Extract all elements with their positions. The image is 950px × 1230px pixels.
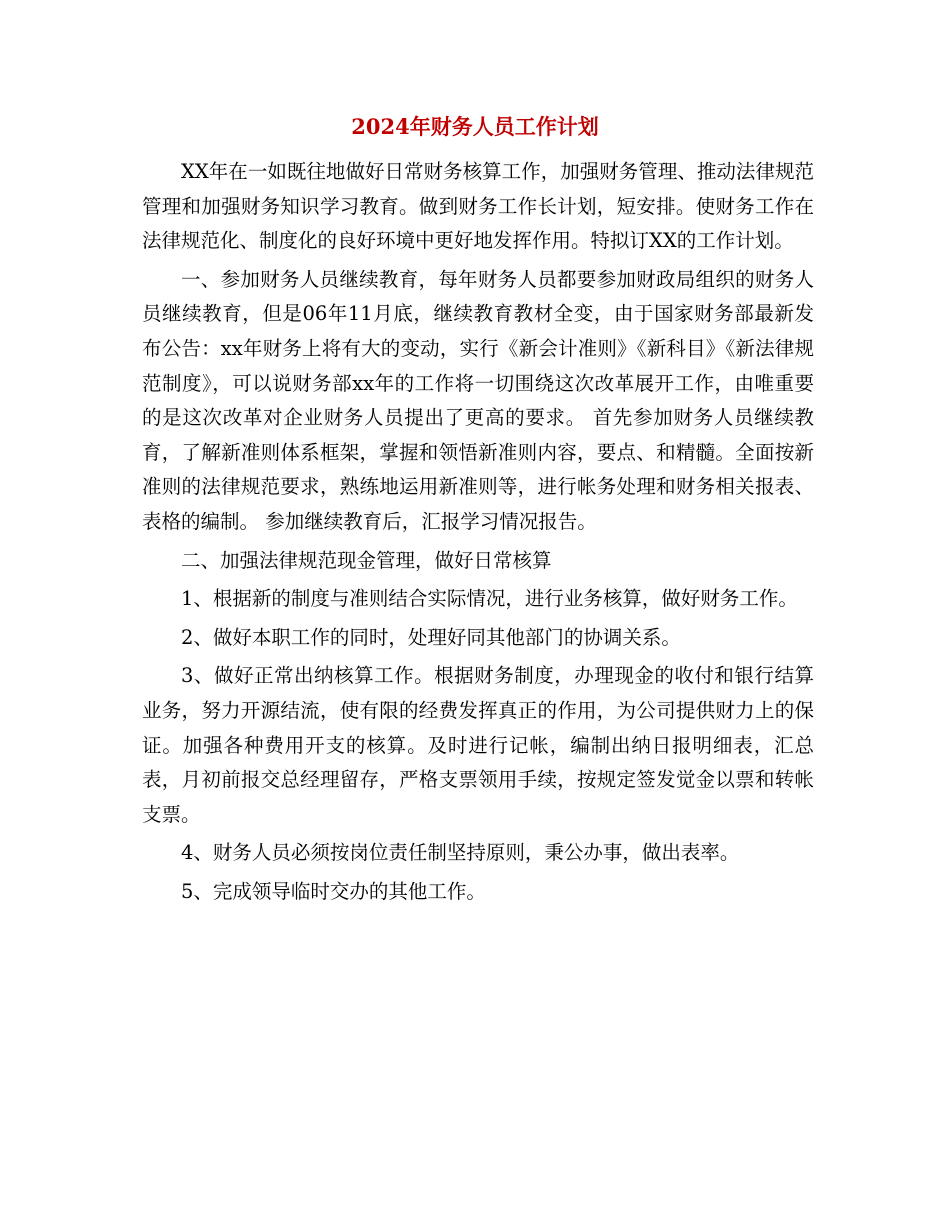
paragraph-item-5: 5、完成领导临时交办的其他工作。 [181,879,486,903]
paragraph-intro: XX年在一如既往地做好日常财务核算工作，加强财务管理、推动法律规范管理和加强财务知识学习教育。做到财务工作长计划，短安排。使财务工作在法律规范化、制度化的良好环境中更好地发挥作用。特拟订XX的工作计划。 [142,160,814,253]
document-title: 2024年财务人员工作计划 [351,114,599,139]
paragraph-section-1: 一、参加财务人员继续教育，每年财务人员都要参加财政局组织的财务人员继续教育，但是06年11月底，继续教育教材全变，由于国家财务部最新发布公告：xx年财务上将有大的变动，实行《新会计准则》《新科目》《新法律规范制度》，可以说财务部xx年的工作将一切围绕这次改革展开工作，由唯重要的是这次改革对企业财务人员提出了更高的要求。 首先参加财务人员继续教育，了解新准则体系框架，掌握和领悟新准则内容，要点、和精髓。全面按新准则的法律规范要求，熟练地运用新准则等，进行帐务处理和财务相关报表、表格的编制。 参加继续教育后，汇报学习情况报告。 [142,267,814,533]
document-body [142,155,814,913]
paragraph-item-2: 2、做好本职工作的同时，处理好同其他部门的协调关系。 [181,625,681,649]
paragraph-item-1: 1、根据新的制度与准则结合实际情况，进行业务核算，做好财务工作。 [181,587,798,611]
paragraph-item-3: 3、做好正常出纳核算工作。根据财务制度，办理现金的收付和银行结算业务，努力开源结流，使有限的经费发挥真正的作用，为公司提供财力上的保证。加强各种费用开支的核算。及时进行记帐，编制出纳日报明细表，汇总表，月初前报交总经理留存，严格支票领用手续，按规定签发觉金以票和转帐支票。 [142,664,814,826]
paragraph-section-2-heading: 二、加强法律规范现金管理，做好日常核算 [181,548,552,572]
paragraph-item-4: 4、财务人员必须按岗位责任制坚持原则，秉公办事，做出表率。 [181,841,740,865]
